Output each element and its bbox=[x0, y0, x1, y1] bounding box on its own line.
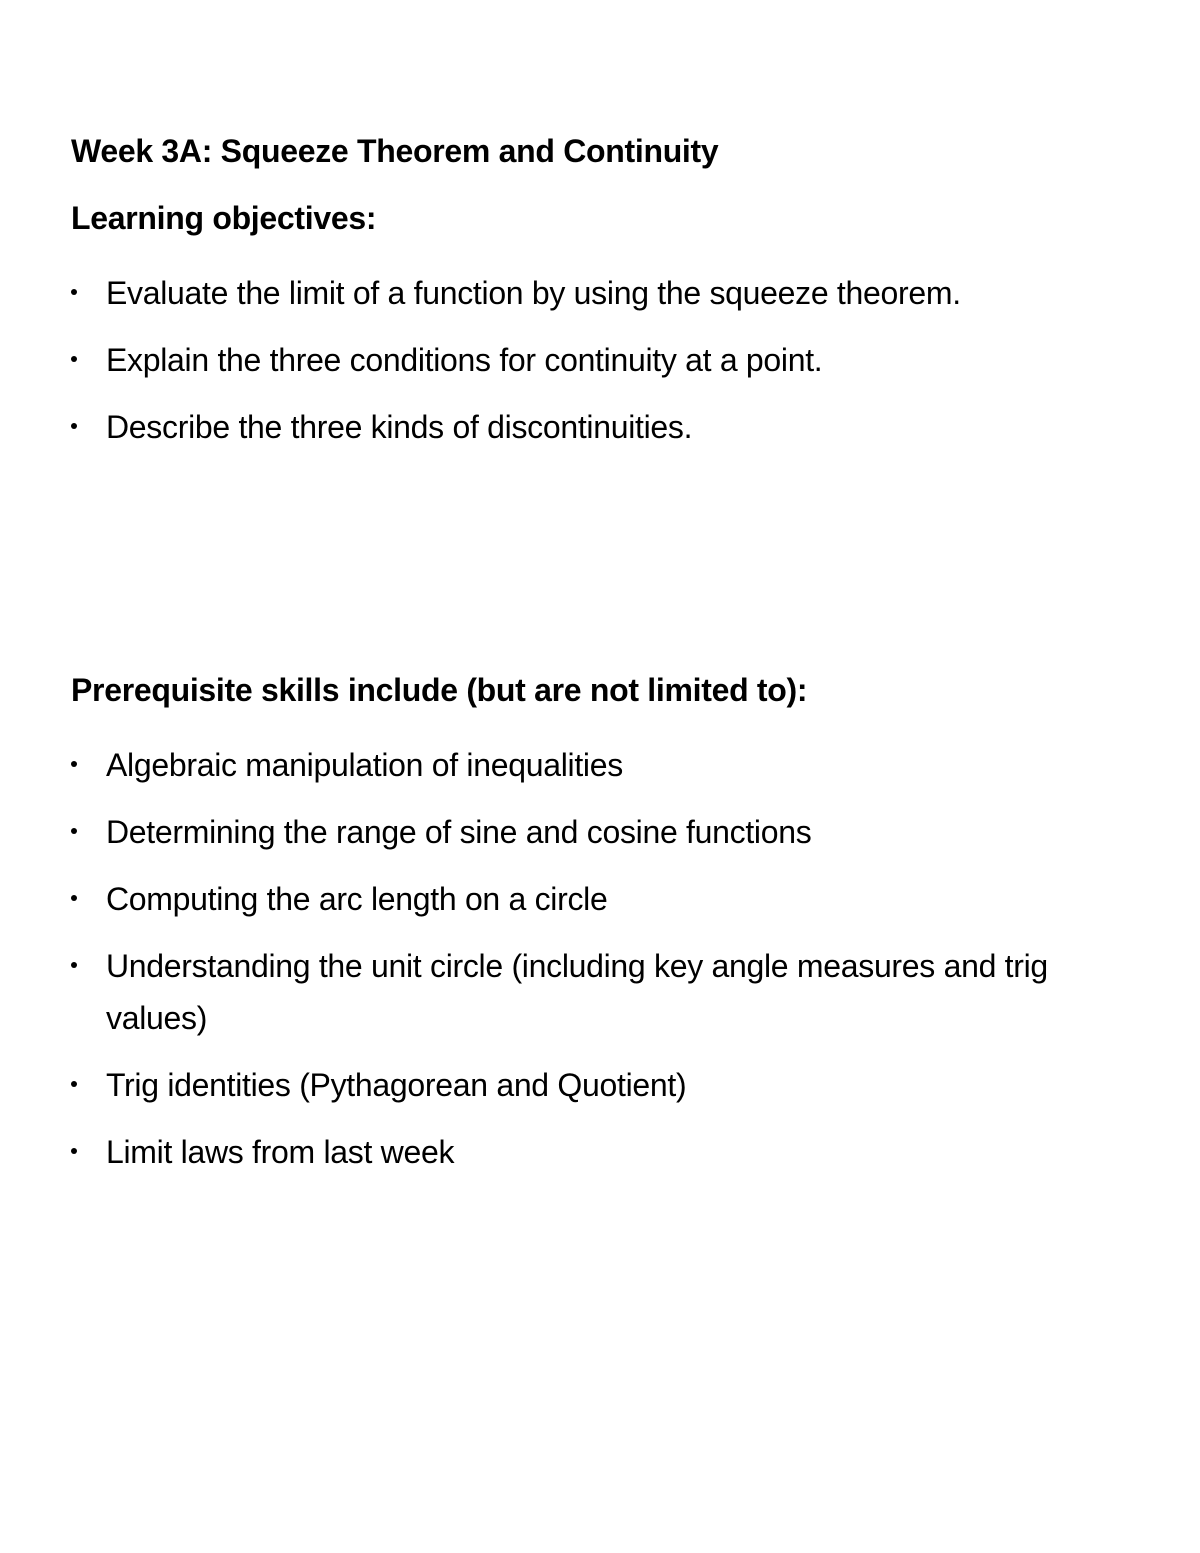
bullet-icon bbox=[71, 895, 77, 901]
list-item-text: Limit laws from last week bbox=[106, 1134, 455, 1170]
list-item-text: Describe the three kinds of discontinuities. bbox=[106, 409, 693, 445]
bullet-icon bbox=[71, 828, 77, 834]
list-item-text: Understanding the unit circle (including key angle measures and trig values) bbox=[106, 948, 1048, 1036]
bullet-icon bbox=[71, 356, 77, 362]
list-item-text: Trig identities (Pythagorean and Quotient) bbox=[106, 1067, 687, 1103]
prerequisite-skills-list bbox=[0, 739, 1200, 1193]
learning-objectives-heading: Learning objectives: bbox=[71, 200, 377, 236]
list-item bbox=[0, 1059, 1200, 1111]
bullet-icon bbox=[71, 1148, 77, 1154]
bullet-icon bbox=[71, 761, 77, 767]
list-item bbox=[0, 873, 1200, 925]
list-item-text: Evaluate the limit of a function by using the squeeze theorem. bbox=[106, 275, 961, 311]
list-item bbox=[0, 806, 1200, 858]
list-item-text: Algebraic manipulation of inequalities bbox=[106, 747, 623, 783]
list-item bbox=[0, 334, 1200, 386]
list-item bbox=[0, 1126, 1200, 1178]
list-item-text: Determining the range of sine and cosine functions bbox=[106, 814, 812, 850]
learning-objectives-list bbox=[0, 267, 1200, 468]
list-item bbox=[0, 739, 1200, 791]
document-title: Week 3A: Squeeze Theorem and Continuity bbox=[71, 133, 719, 169]
bullet-icon bbox=[71, 423, 77, 429]
prerequisite-skills-heading: Prerequisite skills include (but are not limited to): bbox=[71, 672, 808, 708]
list-item bbox=[0, 401, 1200, 453]
bullet-icon bbox=[71, 962, 77, 968]
list-item-text: Computing the arc length on a circle bbox=[106, 881, 608, 917]
list-item bbox=[0, 267, 1200, 319]
bullet-icon bbox=[71, 289, 77, 295]
list-item-text: Explain the three conditions for continuity at a point. bbox=[106, 342, 823, 378]
list-item bbox=[0, 940, 1200, 1044]
bullet-icon bbox=[71, 1081, 77, 1087]
